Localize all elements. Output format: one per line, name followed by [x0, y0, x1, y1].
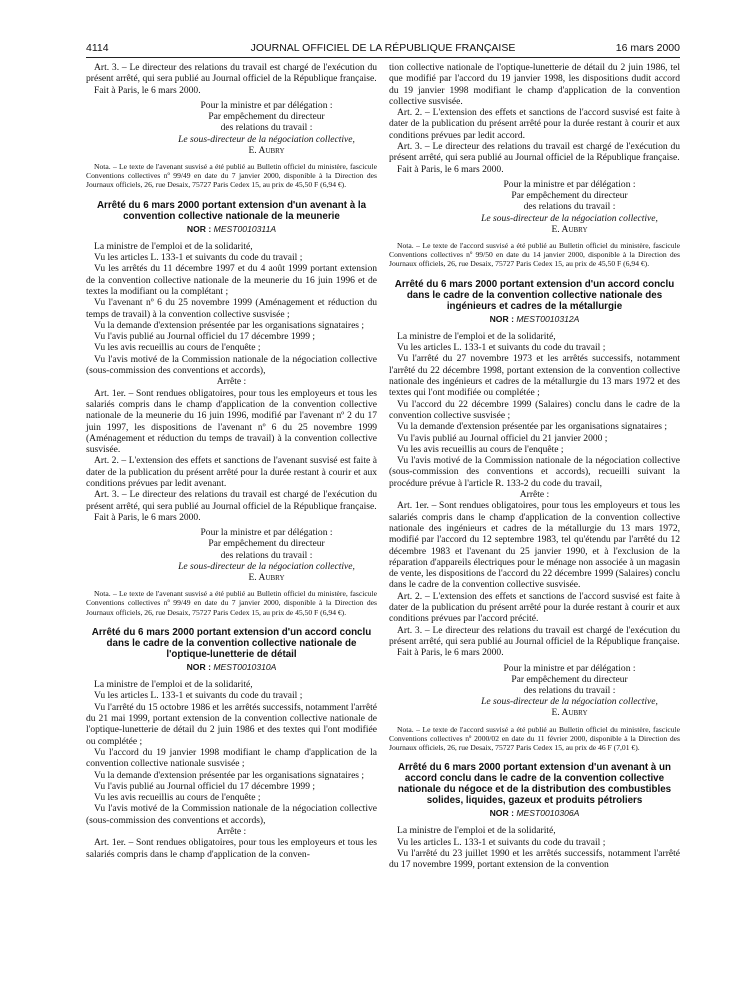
- nor-reference: [86, 662, 377, 673]
- article-paragraph: Art. 3. – Le directeur des relations du travail est chargé de l'exécution du présent arrêté, qui sera publié au Journal officiel de la République française.: [86, 62, 377, 85]
- visa-line: Vu l'avenant nº 6 du 25 novembre 1999 (Aménagement et réduction du temps de travail) à la convention collective susvisée ;: [86, 297, 377, 320]
- decree-title: Arrêté du 6 mars 2000 portant extension d'un avenant à un accord conclu dans le cadre de la convention collective nationale du négoce et de la distribution des combustibles solides, liquides, gazeux et produits pétroliers: [397, 762, 672, 807]
- nor-reference: [86, 224, 377, 235]
- arrete-heading: Arrête :: [519, 489, 550, 501]
- signature-line: Pour la ministre et par délégation :: [503, 662, 636, 674]
- visa-line: Vu la demande d'extension présentée par les organisations signataires ;: [94, 769, 365, 781]
- visa-line: La ministre de l'emploi et de la solidarité,: [397, 330, 556, 342]
- visa-line: Vu la demande d'extension présentée par les organisations signataires ;: [94, 319, 365, 331]
- arrete-heading: Arrête :: [216, 826, 247, 838]
- signature-line: Par empêchement du directeur: [511, 190, 628, 202]
- visa-line: Vu l'avis publié au Journal officiel du 21 janvier 2000 ;: [397, 432, 608, 444]
- visa-line: Vu les avis recueillis au cours de l'enquête ;: [397, 443, 564, 455]
- signature-place-date: Fait à Paris, le 6 mars 2000.: [397, 647, 504, 659]
- signature-title: Le sous-directeur de la négociation collective,: [178, 133, 355, 145]
- nor-label: NOR :: [489, 313, 514, 324]
- signatory-name: E. Aubry: [248, 144, 285, 156]
- nor-reference: [389, 314, 680, 325]
- nor-code: MEST0010311A: [213, 223, 277, 234]
- visa-line: La ministre de l'emploi et de la solidarité,: [94, 679, 253, 691]
- visa-line: Vu l'arrêté du 27 novembre 1973 et les arrêtés successifs, notamment l'arrêté du 22 décembre 1998, portant extension de la convention collective nationale des ingénieurs et cadres de la métallurgie du 13 mars 1972 et des textes qui l'ont modifiée ou complétée ;: [389, 353, 680, 399]
- signature-block: [156, 100, 377, 156]
- signature-place-date: Fait à Paris, le 6 mars 2000.: [94, 84, 201, 96]
- issue-date: 16 mars 2000: [615, 42, 680, 54]
- visa-line: Vu l'avis motivé de la Commission nationale de la négociation collective (sous-commission des conventions et accords),: [86, 353, 377, 377]
- signature-title: Le sous-directeur de la négociation collective,: [481, 212, 658, 224]
- nota-note: Nota. – Le texte de l'accord susvisé a été publié au Bulletin officiel du ministère, fascicule Conventions collectives nº 99/50 en date du 14 janvier 2000, disponible à la Direction des Journaux officiels, 26, rue Desaix, 75727 Paris Cedex 15, au prix de 45,50 F (6,94 €).: [389, 240, 680, 269]
- decree-title: Arrêté du 6 mars 2000 portant extension d'un avenant à la convention collective nationale de la meunerie: [96, 199, 367, 222]
- article-paragraph: Art. 2. – L'extension des effets et sanctions de l'accord susvisé est faite à dater de la publication du présent arrêté pour la durée restant à courir et aux conditions prévues par l'accord précité.: [389, 590, 680, 625]
- decree-title: Arrêté du 6 mars 2000 portant extension d'un accord conclu dans le cadre de la convention collective nationale de l'optique-lunetterie de détail: [91, 626, 372, 660]
- nor-code: MEST0010306A: [516, 808, 580, 819]
- article-paragraph: Art. 3. – Le directeur des relations du travail est chargé de l'exécution du présent arrêté, qui sera publié au Journal officiel de la République française.: [86, 489, 377, 512]
- nor-label: NOR :: [489, 808, 514, 819]
- signature-title: Le sous-directeur de la négociation collective,: [178, 560, 355, 572]
- visa-line: Vu les articles L. 133-1 et suivants du code du travail ;: [94, 252, 303, 264]
- visa-line: Vu l'accord du 19 janvier 1998 modifiant le champ d'application de la convention collective nationale susvisée ;: [86, 746, 377, 770]
- nor-reference: [389, 808, 680, 819]
- signature-title: Le sous-directeur de la négociation collective,: [481, 696, 658, 708]
- visa-line: Vu l'accord du 22 décembre 1999 (Salaires) conclu dans le cadre de la convention collective susvisée ;: [389, 398, 680, 421]
- header-rule: [86, 57, 680, 58]
- article-paragraph: Art. 2. – L'extension des effets et sanctions de l'accord susvisé est faite à dater de la publication du présent arrêté pour la durée restant à courir et aux conditions prévues par ledit accord.: [389, 107, 680, 141]
- signatory-name: E. Aubry: [551, 707, 588, 719]
- signature-block: [459, 179, 680, 235]
- nor-code: MEST0010312A: [516, 313, 580, 324]
- nor-label: NOR :: [186, 223, 212, 234]
- signatory-name: E. Aubry: [551, 223, 588, 235]
- visa-line: La ministre de l'emploi et de la solidarité,: [397, 825, 556, 837]
- article-paragraph: Art. 1er. – Sont rendues obligatoires, pour tous les employeurs et tous les salariés compris dans le champ d'application de la convention collective nationale de la meunerie du 16 juin 1996, modifié par l'avenant nº 2 du 17 juin 1997, les dispositions de l'avenant nº 6 du 25 novembre 1999 (Aménagement et réduction du temps de travail) à la convention collective susvisée.: [86, 387, 377, 456]
- signature-line: des relations du travail :: [523, 201, 616, 213]
- journal-title: JOURNAL OFFICIEL DE LA RÉPUBLIQUE FRANÇAISE: [250, 42, 516, 54]
- visa-line: Vu l'avis publié au Journal officiel du 17 décembre 1999 ;: [94, 780, 316, 792]
- visa-line: Vu l'avis motivé de la Commission nationale de la négociation collective (sous-commission des conventions et accords),: [86, 803, 377, 826]
- visa-line: Vu l'arrêté du 23 juillet 1990 et les arrêtés successifs, notamment l'arrêté du 17 novembre 1999, portant extension de la convention: [389, 848, 680, 871]
- article-paragraph: Art. 1er. – Sont rendues obligatoires, pour tous les employeurs et tous les salariés compris dans le champ d'application de la convention collective nationale des ingénieurs et cadres de la métallurgie du 13 mars 1972, modifié par l'accord du 12 septembre 1983, tel qu'étendu par l'arrêté du 12 décembre 1983 et l'avenant du 25 janvier 1990, et à l'exclusion de la réparation d'appareils électriques pour le ménage non associée à un magasin de vente, les dispositions de l'accord du 22 décembre 1999 (Salaires) conclu dans le cadre de la convention collective susvisée.: [389, 500, 680, 591]
- visa-line: Vu l'avis motivé de la Commission nationale de la négociation collective (sous-commission des conventions et accords), recueilli suivant la procédure prévue à l'article R. 133-2 du code du travail,: [389, 455, 680, 489]
- visa-line: Vu les articles L. 133-1 et suivants du code du travail ;: [397, 836, 606, 848]
- visa-line: Vu les articles L. 133-1 et suivants du code du travail ;: [94, 690, 303, 702]
- signatory-name: E. Aubry: [248, 572, 285, 584]
- visa-line: Vu l'avis publié au Journal officiel du 17 décembre 1999 ;: [94, 331, 316, 343]
- visa-line: Vu les avis recueillis au cours de l'enquête ;: [94, 342, 261, 354]
- signature-line: Par empêchement du directeur: [208, 111, 325, 123]
- nota-note: Nota. – Le texte de l'avenant susvisé a été publié au Bulletin officiel du ministère, fascicule Conventions collectives nº 99/49 en date du 7 janvier 2000, disponible à la Direction des Journaux officiels, 26, rue Desaix, 75727 Paris Cedex 15, au prix de 45,50 F (6,94 €).: [86, 161, 377, 190]
- signature-line: des relations du travail :: [220, 549, 313, 561]
- arrete-heading: Arrête :: [216, 376, 247, 388]
- page-header: [86, 42, 680, 56]
- article-paragraph: Art. 3. – Le directeur des relations du travail est chargé de l'exécution du présent arrêté, qui sera publié au Journal officiel de la République française.: [389, 141, 680, 164]
- signature-line: Par empêchement du directeur: [511, 673, 628, 685]
- visa-line: La ministre de l'emploi et de la solidarité,: [94, 240, 253, 252]
- article-paragraph: tion collective nationale de l'optique-lunetterie de détail du 2 juin 1986, tel que modifié par l'accord du 19 janvier 1998, les dispositions dudit accord du 19 janvier 1998 modifiant le champ d'application de la convention collective susvisée.: [389, 62, 680, 107]
- signature-block: [459, 663, 680, 719]
- page-number: 4114: [86, 42, 109, 54]
- decree-title: Arrêté du 6 mars 2000 portant extension d'un accord conclu dans le cadre de la convention collective nationale des ingénieurs et cadres de la métallurgie: [394, 278, 675, 312]
- visa-line: Vu les articles L. 133-1 et suivants du code du travail ;: [397, 342, 606, 354]
- signature-block: [156, 527, 377, 583]
- signature-line: Pour la ministre et par délégation :: [200, 527, 333, 539]
- article-paragraph: Art. 2. – L'extension des effets et sanctions de l'avenant susvisé est faite à dater de la publication du présent arrêté pour la durée restant à courir et aux conditions prévues par ledit avenant.: [86, 455, 377, 490]
- signature-line: Pour la ministre et par délégation :: [200, 99, 333, 111]
- article-paragraph: Art. 1er. – Sont rendues obligatoires, pour tous les employeurs et tous les salariés compris dans le champ d'application de la conven-: [86, 837, 377, 860]
- signature-line: Pour la ministre et par délégation :: [503, 178, 636, 190]
- nor-label: NOR :: [186, 661, 211, 672]
- visa-line: Vu la demande d'extension présentée par les organisations signataires ;: [397, 421, 668, 433]
- article-paragraph: Art. 3. – Le directeur des relations du travail est chargé de l'exécution du présent arrêté, qui sera publié au Journal officiel de la République française.: [389, 624, 680, 647]
- signature-line: Par empêchement du directeur: [208, 538, 325, 550]
- nota-note: Nota. – Le texte de l'avenant susvisé a été publié au Bulletin officiel du ministère, fascicule Conventions collectives nº 99/49 en date du 7 janvier 2000, disponible à la Direction des Journaux officiels, 26, rue Desaix, 75727 Paris Cedex 15, au prix de 45,50 F (6,94 €).: [86, 589, 377, 617]
- nor-code: MEST0010310A: [213, 661, 277, 672]
- signature-place-date: Fait à Paris, le 6 mars 2000.: [94, 511, 201, 523]
- signature-place-date: Fait à Paris, le 6 mars 2000.: [397, 163, 504, 175]
- nota-note: Nota. – Le texte de l'accord susvisé a été publié au Bulletin officiel du ministère, fascicule Conventions collectives nº 2000/02 en date du 11 février 2000, disponible à la Direction des Journaux officiels, 26, rue Desaix, 75727 Paris Cedex 15, au prix de 46 F (7,01 €).: [389, 724, 680, 752]
- right-column: [389, 62, 680, 871]
- visa-line: Vu les arrêtés du 11 décembre 1997 et du 4 août 1999 portant extension de la convention collective nationale de la meunerie du 16 juin 1996 et de textes la modifiant ou la complétant ;: [86, 263, 377, 297]
- visa-line: Vu les avis recueillis au cours de l'enquête ;: [94, 792, 261, 804]
- left-column: [86, 62, 377, 860]
- signature-line: des relations du travail :: [220, 122, 313, 134]
- signature-line: des relations du travail :: [523, 684, 616, 696]
- visa-line: Vu l'arrêté du 15 octobre 1986 et les arrêtés successifs, notamment l'arrêté du 21 mai 1999, portant extension de la convention collective nationale de l'optique-lunetterie de détail du 2 juin 1986 et des textes qui l'ont modifiée ou complétée ;: [86, 701, 377, 747]
